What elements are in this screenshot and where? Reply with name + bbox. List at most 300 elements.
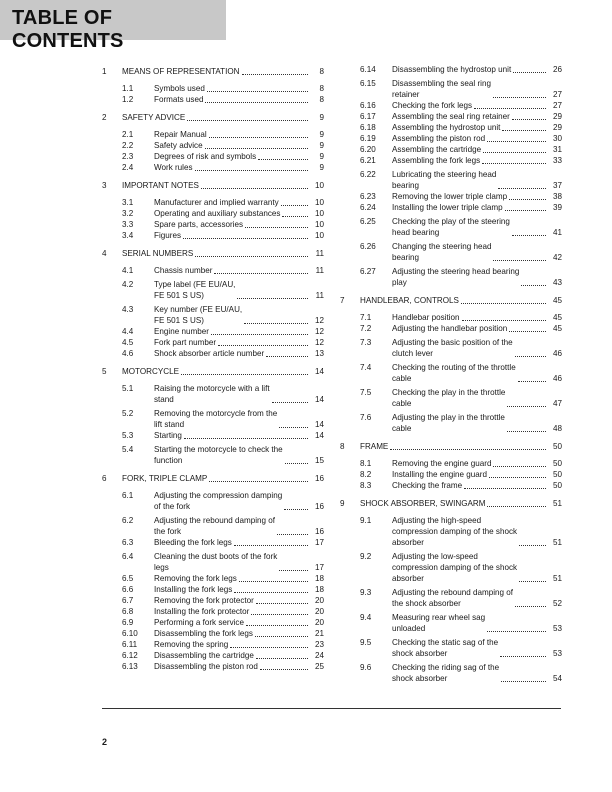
toc-entry-number: 7.2	[360, 324, 372, 333]
toc-entry-page: 20	[314, 607, 324, 616]
dot-leader	[214, 273, 308, 274]
toc-entry-title: Figures	[154, 231, 181, 240]
toc-entry[interactable]	[340, 480, 562, 491]
toc-entry-number: 6.9	[122, 618, 134, 627]
toc-entry[interactable]	[102, 129, 324, 140]
toc-entry-title: Adjusting the play in the throttle cable	[392, 413, 505, 433]
toc-entry[interactable]	[340, 100, 562, 111]
toc-entry-title: Handlebar position	[392, 313, 460, 322]
toc-entry-number: 6.4	[122, 552, 134, 561]
dot-leader	[464, 488, 546, 489]
toc-entry[interactable]	[102, 383, 324, 405]
toc-entry[interactable]	[102, 430, 324, 441]
toc-entry-page: 11	[315, 291, 324, 300]
toc-entry-title: Installing the engine guard	[392, 470, 487, 479]
toc-entry-title: Removing the fork protector	[154, 596, 254, 605]
toc-entry-title: Installing the fork legs	[154, 585, 233, 594]
toc-entry[interactable]	[102, 208, 324, 219]
toc-entry-number: 6.20	[360, 145, 376, 154]
toc-entry[interactable]	[340, 337, 562, 359]
toc-entry-page: 9	[319, 141, 324, 150]
toc-entry-number: 6.19	[360, 134, 376, 143]
toc-entry-page: 17	[314, 538, 324, 547]
toc-entry-title: Assembling the hydrostop unit	[392, 123, 501, 132]
dot-leader	[234, 592, 308, 593]
toc-entry[interactable]	[102, 515, 324, 537]
toc-entry[interactable]	[102, 180, 324, 191]
dot-leader	[187, 120, 308, 121]
toc-entry-number: 6.17	[360, 112, 376, 121]
toc-entry-title: Removing the spring	[154, 640, 229, 649]
toc-entry-page: 10	[314, 231, 324, 240]
toc-entry-page: 33	[552, 156, 562, 165]
toc-entry[interactable]	[102, 650, 324, 661]
toc-entry-title: Checking the play in the throttle cable	[392, 388, 506, 408]
toc-entry[interactable]	[102, 444, 324, 466]
toc-entry-number: 6.2	[122, 516, 134, 525]
toc-entry-number: 7	[340, 296, 345, 305]
toc-entry-title: Disassembling the hydrostop unit	[392, 65, 512, 74]
toc-entry-number: 6.18	[360, 123, 376, 132]
dot-leader	[209, 137, 308, 138]
dot-leader	[519, 581, 546, 582]
toc-entry-number: 6.14	[360, 65, 376, 74]
dot-leader	[474, 108, 546, 109]
toc-entry-title: Assembling the fork legs	[392, 156, 481, 165]
toc-entry[interactable]	[102, 661, 324, 672]
toc-entry-page: 38	[552, 192, 562, 201]
toc-entry-title: Manufacturer and implied warranty	[154, 198, 279, 207]
toc-entry-title: Spare parts, accessories	[154, 220, 244, 229]
toc-entry-page: 29	[552, 123, 562, 132]
toc-entry-page: 16	[314, 527, 324, 536]
dot-leader	[181, 374, 308, 375]
dot-leader	[461, 303, 546, 304]
toc-entry[interactable]	[340, 587, 562, 609]
toc-entry-title: SAFETY ADVICE	[122, 113, 186, 122]
dot-leader	[255, 636, 308, 637]
dot-leader	[277, 534, 308, 535]
toc-entry-page: 13	[314, 349, 324, 358]
dot-leader	[493, 97, 546, 98]
toc-entry-number: 6.24	[360, 203, 376, 212]
toc-entry[interactable]	[340, 64, 562, 75]
toc-entry[interactable]	[102, 140, 324, 151]
toc-entry-number: 7.5	[360, 388, 372, 397]
toc-entry-title: IMPORTANT NOTES	[122, 181, 199, 190]
dot-leader	[218, 345, 308, 346]
toc-entry-title: FRAME	[360, 442, 389, 451]
toc-entry-page: 12	[314, 327, 324, 336]
toc-entry-number: 4.5	[122, 338, 134, 347]
dot-leader	[284, 509, 308, 510]
toc-entry[interactable]	[340, 78, 562, 100]
dot-leader	[390, 449, 546, 450]
toc-entry-page: 37	[552, 181, 562, 190]
toc-entry-page: 53	[552, 624, 562, 633]
toc-entry[interactable]	[102, 551, 324, 573]
toc-entry[interactable]	[102, 639, 324, 650]
toc-entry-number: 3.1	[122, 198, 134, 207]
toc-entry-page: 30	[552, 134, 562, 143]
toc-entry-number: 4	[102, 249, 107, 258]
dot-leader	[205, 148, 308, 149]
dot-leader	[234, 545, 308, 546]
dot-leader	[201, 188, 308, 189]
toc-entry[interactable]	[102, 112, 324, 123]
dot-leader	[512, 235, 546, 236]
toc-entry-number: 9.5	[360, 638, 372, 647]
toc-entry[interactable]	[102, 490, 324, 512]
toc-entry-number: 8.3	[360, 481, 372, 490]
toc-entry-page: 43	[552, 278, 562, 287]
toc-entry-title: Cleaning the dust boots of the fork legs	[154, 552, 278, 572]
toc-entry-number: 8.1	[360, 459, 372, 468]
toc-entry-page: 8	[319, 84, 324, 93]
toc-entry[interactable]	[340, 515, 562, 548]
toc-entry[interactable]	[102, 408, 324, 430]
dot-leader	[245, 227, 308, 228]
toc-entry-title: Adjusting the steering head bearing play	[392, 267, 520, 287]
dot-leader	[487, 141, 546, 142]
toc-entry-title: Removing the fork legs	[154, 574, 237, 583]
dot-leader	[505, 210, 546, 211]
toc-entry-page: 21	[314, 629, 324, 638]
dot-leader	[195, 256, 308, 257]
toc-entry-page: 11	[315, 266, 324, 275]
toc-entry-page: 14	[314, 367, 324, 376]
toc-entry-title: Safety advice	[154, 141, 203, 150]
toc-entry[interactable]	[340, 133, 562, 144]
toc-entry-title: Changing the steering head bearing	[392, 242, 492, 262]
toc-entry-page: 51	[552, 574, 562, 583]
toc-entry[interactable]	[340, 312, 562, 323]
toc-entry-title: Disassembling the fork legs	[154, 629, 253, 638]
toc-entry[interactable]	[102, 606, 324, 617]
toc-entry-number: 8	[340, 442, 345, 451]
toc-entry-title: HANDLEBAR, CONTROLS	[360, 296, 459, 305]
toc-entry-page: 10	[314, 181, 324, 190]
toc-entry-page: 16	[314, 474, 324, 483]
toc-entry-title: Assembling the seal ring retainer	[392, 112, 510, 121]
toc-entry-title: Type label (FE EU/AU, FE 501 S US)	[154, 280, 236, 300]
toc-entry-number: 6.22	[360, 170, 376, 179]
toc-entry-title: Checking the routing of the throttle cable	[392, 363, 516, 383]
toc-entry-number: 8.2	[360, 470, 372, 479]
toc-entry-page: 10	[314, 198, 324, 207]
toc-entry[interactable]	[102, 348, 324, 359]
dot-leader	[515, 606, 546, 607]
toc-entry-number: 6.21	[360, 156, 376, 165]
toc-entry[interactable]	[102, 94, 324, 105]
dot-leader	[507, 431, 546, 432]
toc-entry[interactable]	[340, 441, 562, 452]
toc-entry[interactable]	[102, 248, 324, 259]
dot-leader	[279, 570, 308, 571]
toc-entry-number: 4.6	[122, 349, 134, 358]
toc-entry-page: 46	[552, 374, 562, 383]
toc-column-right	[340, 64, 562, 684]
dot-leader	[183, 238, 308, 239]
dot-leader	[256, 603, 308, 604]
dot-leader	[509, 199, 546, 200]
toc-entry[interactable]	[102, 337, 324, 348]
toc-entry[interactable]	[102, 628, 324, 639]
toc-entry[interactable]	[102, 265, 324, 276]
toc-entry[interactable]	[340, 122, 562, 133]
toc-entry-number: 6	[102, 474, 107, 483]
toc-entry-number: 9.1	[360, 516, 372, 525]
toc-entry-page: 45	[552, 324, 562, 333]
toc-entry[interactable]	[340, 266, 562, 288]
toc-entry-page: 54	[552, 674, 562, 683]
toc-entry-page: 18	[314, 585, 324, 594]
toc-entry-page: 50	[552, 470, 562, 479]
toc-entry[interactable]	[102, 197, 324, 208]
dot-leader	[246, 625, 308, 626]
toc-entry-title: Checking the frame	[392, 481, 463, 490]
toc-entry[interactable]	[102, 66, 324, 77]
toc-entry-page: 45	[552, 296, 562, 305]
toc-entry-title: Starting	[154, 431, 182, 440]
toc-entry-page: 9	[319, 130, 324, 139]
dot-leader	[462, 320, 547, 321]
toc-entry-number: 6.26	[360, 242, 376, 251]
toc-entry-title: Operating and auxiliary substances	[154, 209, 281, 218]
toc-entry[interactable]	[340, 498, 562, 509]
toc-entry-title: Bleeding the fork legs	[154, 538, 232, 547]
toc-entry-title: Adjusting the rebound damping of the fork	[154, 516, 276, 536]
toc-entry-page: 9	[319, 113, 324, 122]
toc-entry[interactable]	[102, 537, 324, 548]
toc-entry-number: 6.27	[360, 267, 376, 276]
toc-entry[interactable]	[340, 202, 562, 213]
toc-entry[interactable]	[340, 362, 562, 384]
toc-entry[interactable]	[102, 219, 324, 230]
toc-entry-page: 51	[552, 538, 562, 547]
toc-entry-number: 3.2	[122, 209, 134, 218]
toc-entry-page: 39	[552, 203, 562, 212]
toc-entry-number: 6.7	[122, 596, 134, 605]
toc-entry-number: 2.1	[122, 130, 134, 139]
toc-entry[interactable]	[340, 241, 562, 263]
toc-entry-title: Symbols used	[154, 84, 205, 93]
toc-entry-number: 6.13	[122, 662, 138, 671]
toc-entry-page: 29	[552, 112, 562, 121]
toc-entry[interactable]	[340, 295, 562, 306]
dot-leader	[211, 334, 308, 335]
toc-entry-number: 1.2	[122, 95, 134, 104]
toc-entry[interactable]	[102, 595, 324, 606]
dot-leader	[487, 631, 546, 632]
toc-entry-title: SHOCK ABSORBER, SWINGARM	[360, 499, 486, 508]
toc-entry[interactable]	[102, 162, 324, 173]
toc-entry[interactable]	[102, 151, 324, 162]
toc-entry-title: Installing the fork protector	[154, 607, 250, 616]
toc-entry-number: 9.6	[360, 663, 372, 672]
toc-entry-number: 2	[102, 113, 107, 122]
toc-entry-number: 6.3	[122, 538, 134, 547]
toc-entry-page: 14	[314, 431, 324, 440]
toc-entry[interactable]	[340, 412, 562, 434]
toc-entry-title: Key number (FE EU/AU, FE 501 S US)	[154, 305, 243, 325]
toc-entry-number: 5.2	[122, 409, 134, 418]
toc-entry-page: 20	[314, 596, 324, 605]
toc-entry[interactable]	[340, 155, 562, 166]
toc-entry-title: Adjusting the rebound damping of the shock absorber	[392, 588, 514, 608]
toc-entry-title: Removing the lower triple clamp	[392, 192, 508, 201]
toc-entry-number: 9	[340, 499, 345, 508]
toc-entry[interactable]	[102, 617, 324, 628]
toc-entry-number: 1	[102, 67, 107, 76]
toc-entry[interactable]	[340, 387, 562, 409]
toc-entry[interactable]	[102, 279, 324, 301]
toc-entry-title: Adjusting the compression damping of the fork	[154, 491, 283, 511]
toc-entry-title: Performing a fork service	[154, 618, 244, 627]
toc-entry-number: 2.4	[122, 163, 134, 172]
dot-leader	[266, 356, 308, 357]
dot-leader	[482, 163, 546, 164]
toc-entry-number: 2.2	[122, 141, 134, 150]
toc-entry-title: Disassembling the cartridge	[154, 651, 254, 660]
toc-entry-page: 42	[552, 253, 562, 262]
toc-entry-page: 25	[314, 662, 324, 671]
toc-entry-number: 5.1	[122, 384, 134, 393]
toc-entry-title: Removing the motorcycle from the lift stand	[154, 409, 278, 429]
toc-entry-title: SERIAL NUMBERS	[122, 249, 194, 258]
dot-leader	[237, 298, 308, 299]
dot-leader	[507, 406, 546, 407]
toc-entry[interactable]	[102, 366, 324, 377]
toc-entry-title: Adjusting the handlebar position	[392, 324, 508, 333]
dot-leader	[502, 130, 546, 131]
toc-entry[interactable]	[102, 304, 324, 326]
dot-leader	[500, 656, 546, 657]
toc-entry-page: 46	[552, 349, 562, 358]
toc-entry-number: 6.16	[360, 101, 376, 110]
toc-entry-number: 4.4	[122, 327, 134, 336]
toc-entry-page: 50	[552, 442, 562, 451]
dot-leader	[279, 427, 308, 428]
toc-entry-page: 47	[552, 399, 562, 408]
toc-entry-title: Adjusting the basic position of the clutch lever	[392, 338, 513, 358]
toc-entry-page: 52	[552, 599, 562, 608]
toc-entry-number: 6.11	[122, 640, 138, 649]
toc-entry-title: Checking the static sag of the shock absorber	[392, 638, 499, 658]
toc-entry-title: Raising the motorcycle with a lift stand	[154, 384, 270, 404]
toc-entry-number: 6.25	[360, 217, 376, 226]
toc-entry-title: Starting the motorcycle to check the function	[154, 445, 283, 465]
toc-entry-number: 4.2	[122, 280, 134, 289]
toc-entry-page: 14	[314, 420, 324, 429]
dot-leader	[487, 506, 546, 507]
dot-leader	[489, 477, 546, 478]
toc-entry[interactable]	[102, 473, 324, 484]
dot-leader	[483, 152, 546, 153]
toc-entry-number: 7.1	[360, 313, 372, 322]
toc-entry-title: Chassis number	[154, 266, 213, 275]
dot-leader	[209, 481, 308, 482]
dot-leader	[518, 381, 546, 382]
toc-entry-number: 5.4	[122, 445, 134, 454]
toc-entry[interactable]	[102, 230, 324, 241]
toc-entry-title: Assembling the piston rod	[392, 134, 486, 143]
toc-entry-page: 48	[552, 424, 562, 433]
toc-entry[interactable]	[102, 584, 324, 595]
toc-entry[interactable]	[340, 191, 562, 202]
toc-entry-number: 6.10	[122, 629, 138, 638]
toc-entry-page: 8	[319, 67, 324, 76]
toc-entry-page: 9	[319, 163, 324, 172]
dot-leader	[242, 74, 308, 75]
toc-entry-number: 6.15	[360, 79, 376, 88]
toc-entry-title: Work rules	[154, 163, 193, 172]
toc-entry[interactable]	[102, 573, 324, 584]
toc-entry-page: 41	[552, 228, 562, 237]
dot-leader	[205, 102, 308, 103]
toc-entry-number: 4.3	[122, 305, 134, 314]
toc-entry-page: 27	[552, 90, 562, 99]
toc-entry-number: 7.4	[360, 363, 372, 372]
toc-entry[interactable]	[340, 637, 562, 659]
toc-entry[interactable]	[340, 458, 562, 469]
toc-entry[interactable]	[340, 551, 562, 584]
toc-entry[interactable]	[340, 144, 562, 155]
toc-entry-page: 11	[315, 249, 324, 258]
toc-entry-number: 5.3	[122, 431, 134, 440]
toc-entry-title: Degrees of risk and symbols	[154, 152, 257, 161]
dot-leader	[239, 581, 308, 582]
toc-entry-number: 6.6	[122, 585, 134, 594]
toc-entry-number: 9.4	[360, 613, 372, 622]
toc-entry-page: 17	[314, 563, 324, 572]
toc-entry[interactable]	[340, 469, 562, 480]
toc-entry-page: 20	[314, 618, 324, 627]
dot-leader	[258, 159, 308, 160]
toc-entry-title: Disassembling the piston rod	[154, 662, 258, 671]
toc-entry[interactable]	[340, 612, 562, 634]
toc-entry[interactable]	[340, 111, 562, 122]
toc-entry-number: 9.2	[360, 552, 372, 561]
toc-entry-title: Fork part number	[154, 338, 217, 347]
toc-entry[interactable]	[102, 83, 324, 94]
toc-entry[interactable]	[340, 662, 562, 684]
toc-entry[interactable]	[102, 326, 324, 337]
toc-column-left	[102, 64, 324, 672]
toc-entry[interactable]	[340, 216, 562, 238]
toc-entry-title: FORK, TRIPLE CLAMP	[122, 474, 208, 483]
toc-entry-number: 2.3	[122, 152, 134, 161]
toc-entry[interactable]	[340, 323, 562, 334]
toc-entry[interactable]	[340, 169, 562, 191]
dot-leader	[521, 285, 546, 286]
toc-entry-page: 50	[552, 459, 562, 468]
toc-entry-title: Disassembling the seal ring retainer	[392, 79, 491, 99]
dot-leader	[272, 402, 308, 403]
dot-leader	[498, 188, 546, 189]
toc-entry-page: 15	[314, 456, 324, 465]
toc-entry-page: 14	[314, 395, 324, 404]
toc-entry-number: 1.1	[122, 84, 134, 93]
page-title: TABLE OF CONTENTS	[12, 7, 124, 52]
toc-entry-title: Measuring rear wheel sag unloaded	[392, 613, 486, 633]
toc-entry-page: 51	[552, 499, 562, 508]
toc-entry-number: 7.3	[360, 338, 372, 347]
dot-leader	[282, 216, 308, 217]
dot-leader	[256, 658, 308, 659]
toc-entry-number: 3.3	[122, 220, 134, 229]
footer-rule	[102, 708, 561, 709]
